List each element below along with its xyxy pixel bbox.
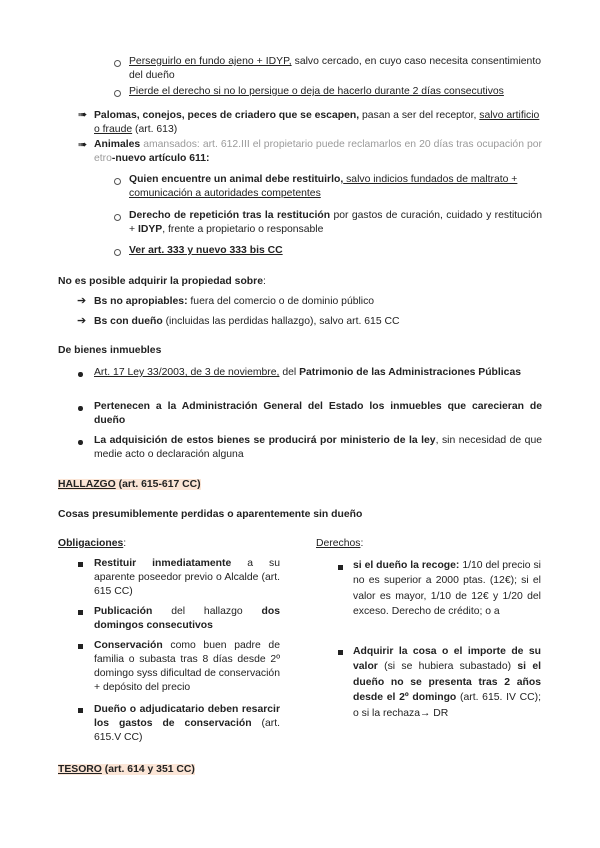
tesoro-articles: (art. 614 y 351 CC) [101,764,195,775]
animales-bold: Animales [94,139,141,150]
palomas-bold: Palomas, conejos, peces de criadero que se escapen, [94,110,360,121]
no-posible-item1-rest: fuera del comercio o de dominio público [187,296,375,307]
derechos-heading [316,537,363,551]
derecho-1-rest: 1/10 del precio si no es superior a 2000 ptas. (12€); si el valor es mayor, 1/10 de 12€ y 1/20 del exceso. Derecho de crédito; o a [353,560,541,618]
obligaciones-title: Obligaciones [58,538,124,549]
bullet-square-icon [338,565,343,570]
inmuebles-item1-mid: del [279,367,300,378]
animales-sub2 [129,209,542,237]
obligacion-2-rest: del hallazgo [152,606,262,617]
derecho-2-bold: Adquirir la cosa o el importe de su valor [353,646,541,673]
sub-item-perseguirlo [129,55,541,83]
inmuebles-item-3 [94,434,542,462]
derecho-2-bold2: si el dueño no se presenta tras 2 años desde el 2º domingo [353,661,541,704]
animales-sub1-bold: Quien encuentre un animal debe restituirlo, [129,174,344,185]
tesoro-title: TESORO [58,764,102,775]
obligacion-2-bold2: dos domingos consecutivos [94,606,280,631]
bullet-square-icon [78,562,83,567]
animales-sub2-bold: Derecho de repetición tras la restitución [129,210,331,221]
obligaciones-heading [58,537,126,551]
animales-sub1 [129,173,542,201]
bullet-dot-icon [78,406,83,411]
animales-sub2-tail: , frente a propietario o responsable [162,224,324,235]
palomas-underline: salvo artificio o fraude [94,110,540,135]
no-posible-item2-bold: Bs con dueño [94,316,163,327]
derecho-1-bold: si el dueño la recoge: [353,560,460,571]
bullet-circle-icon [114,249,121,256]
obligacion-1 [94,557,280,599]
obligacion-1-rest: a su aparente poseedor previo o Alcalde (art. 615 CC) [94,558,280,597]
animales-sub2-idyp: IDYP [137,224,163,235]
obligacion-3-rest: como buen padre de familia o subasta tras 8 días desde 2º domingo syss dificultad de conservación + depósito del precio [94,640,280,693]
no-posible-colon: : [262,276,266,287]
derecho-1 [353,558,541,620]
inmuebles-heading: De bienes inmuebles [58,345,162,356]
bullet-circle-icon [114,178,121,185]
animales-grey: amansados: art. 612.III el propietario puede reclamarlos en 20 días tras ocupación por etro [94,139,542,164]
derechos-colon: : [360,538,364,549]
inmuebles-item3-bold: La adquisición de estos bienes se producirá por ministerio de la ley [94,435,436,446]
bullet-circle-icon [114,214,121,221]
derecho-2-rest: (si se hubiera subastado) [377,661,518,673]
bullet-circle-icon [114,90,121,97]
no-posible-item-1 [94,295,374,309]
animales-sub1-underline: salvo indicios fundados de maltrato + comunicación a autoridades competentes [129,174,518,199]
bullet-square-icon [78,708,83,713]
obligaciones-colon: : [123,538,127,549]
derecho-2 [353,644,541,721]
obligacion-3-bold: Conservación [94,640,163,651]
no-posible-item1-bold: Bs no apropiables: [94,296,188,307]
bullet-square-icon [78,644,83,649]
arrow-bullet-icon: ➠ [78,109,88,121]
palomas-rest: pasan a ser del receptor, [359,110,480,121]
animales-sub2-rest: por gastos de curación, cuidado y restitución + [129,210,542,235]
derechos-title: Derechos [316,538,361,549]
perseguirlo-rest: salvo cercado, en cuyo caso necesita consentimiento del dueño [129,56,541,81]
hallazgo-title: HALLAZGO [58,479,116,490]
palomas-item [94,109,542,137]
obligacion-2 [94,605,280,633]
obligacion-3 [94,639,280,695]
animales-item [94,138,542,166]
animales-new: -nuevo artículo 611: [111,153,210,164]
inmuebles-item1-bold: Patrimonio de las Administraciones Públicas [299,367,522,378]
no-posible-item-2 [94,315,400,329]
no-posible-heading [58,275,266,289]
inmuebles-item-2: Pertenecen a la Administración General del Estado los inmuebles que carecieran de dueño [94,401,542,426]
hallazgo-articles: (art. 615-617 CC) [115,479,201,490]
bullet-dot-icon [78,372,83,377]
perseguirlo-text: Perseguirlo en fundo ajeno + IDYP, [129,56,292,67]
arrow-right-icon: ➔ [77,295,87,307]
sub-item-pierde: Pierde el derecho si no lo persigue o deja de hacerlo durante 2 días consecutivos [129,86,504,97]
no-posible-item2-rest: (incluidas las perdidas hallazgo), salvo art. 615 CC [162,316,400,327]
bullet-square-icon [338,650,343,655]
palomas-tail: (art. 613) [132,124,178,135]
tesoro-heading [58,763,195,777]
arrow-bullet-icon: ➠ [78,139,88,151]
bullet-circle-icon [114,60,121,67]
inmuebles-item3-rest: , sin necesidad de que medie acto o declaración alguna [94,435,543,460]
arrow-right-icon: ➔ [77,315,87,327]
obligacion-4-rest: (art. 615.V CC) [94,718,280,743]
hallazgo-heading [58,478,201,492]
obligacion-4-bold: Dueño o adjudicatario deben resarcir los gastos de conservación [94,704,280,729]
derecho-2-tail: (art. 615. IV CC); o si la rechaza→ DR [353,692,542,719]
bullet-square-icon [78,610,83,615]
obligacion-2-bold: Publicación [94,606,153,617]
bullet-dot-icon [78,440,83,445]
obligacion-4 [94,703,280,745]
animales-sub3: Ver art. 333 y nuevo 333 bis CC [129,245,283,256]
inmuebles-item-1 [94,366,542,380]
hallazgo-subtitle: Cosas presumiblemente perdidas o aparentemente sin dueño [58,509,363,520]
no-posible-title: No es posible adquirir la propiedad sobre [58,276,263,287]
obligacion-1-bold: Restituir inmediatamente [94,558,232,569]
inmuebles-item1-underline: Art. 17 Ley 33/2003, de 3 de noviembre, [94,367,280,378]
